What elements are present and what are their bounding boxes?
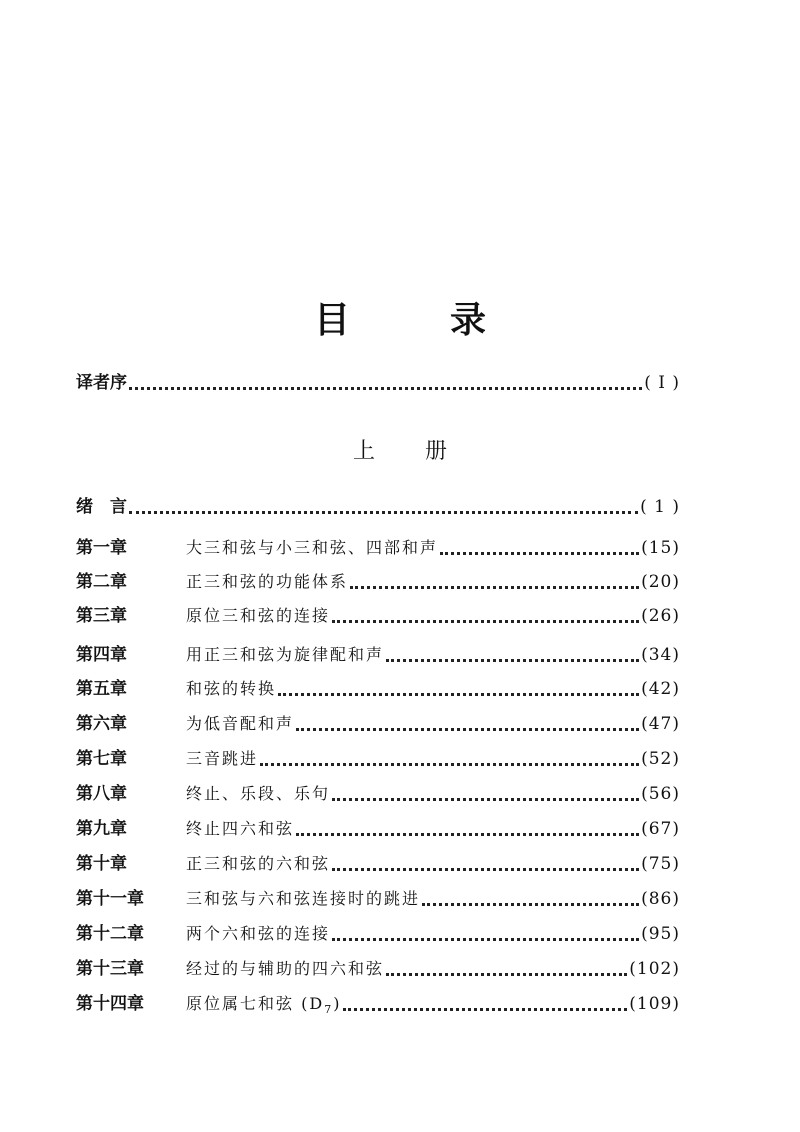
dot-leader [343, 1004, 627, 1011]
chapter-page: (95) [641, 924, 680, 944]
dot-leader [296, 829, 639, 836]
dot-leader [386, 969, 627, 976]
toc-entry-chapter-7[interactable] [76, 744, 680, 774]
chapter-title: 原位三和弦的连接 [186, 606, 331, 625]
toc-entry-chapter-3[interactable] [76, 601, 680, 631]
chapter-title: 和弦的转换 [186, 679, 277, 698]
chapter-title: 正三和弦的六和弦 [186, 854, 331, 873]
chapter-page: (42) [641, 679, 680, 699]
dot-leader [422, 899, 639, 906]
dot-leader [332, 616, 639, 623]
section-heading-char-1: 上 [352, 439, 375, 464]
chapter-title: 三音跳进 [186, 749, 259, 768]
toc-entry-chapter-11[interactable] [76, 884, 680, 914]
dot-leader [386, 655, 639, 662]
chapter-number: 第十一章 [76, 889, 144, 909]
chapter-page: (67) [641, 819, 680, 839]
chapter-title: 为低音配和声 [186, 714, 295, 733]
toc-entry-chapter-1[interactable] [76, 533, 680, 563]
chapter-page: (15) [641, 538, 680, 558]
chapter-title: 终止、乐段、乐句 [186, 784, 331, 803]
chapter-title: 终止四六和弦 [186, 819, 295, 838]
toc-page-preface: ( I ) [644, 373, 680, 393]
toc-page-intro: ( 1 ) [640, 497, 680, 517]
chapter-page: (86) [641, 889, 680, 909]
dot-leader [129, 383, 642, 390]
dot-leader [296, 724, 639, 731]
chapter-number: 第九章 [76, 819, 127, 839]
toc-label-intro: 绪 言 [76, 497, 127, 517]
toc-entry-chapter-2[interactable] [76, 567, 680, 597]
dot-leader [332, 864, 639, 871]
chapter-title: 用正三和弦为旋律配和声 [186, 645, 385, 664]
chapter-title-subscript: 7 [324, 1003, 334, 1017]
chapter-page: (20) [641, 572, 680, 592]
chapter-number: 第一章 [76, 538, 127, 558]
toc-entry-chapter-10[interactable] [76, 849, 680, 879]
dot-leader [260, 759, 639, 766]
chapter-number: 第七章 [76, 749, 127, 769]
chapter-title: 大三和弦与小三和弦、四部和声 [186, 538, 439, 557]
chapter-number: 第八章 [76, 784, 127, 804]
chapter-number: 第四章 [76, 645, 127, 665]
chapter-title [186, 991, 341, 1016]
chapter-title-symbol: (D [301, 994, 325, 1013]
chapter-title: 经过的与辅助的四六和弦 [186, 959, 385, 978]
page-title-char-1: 目 [313, 300, 350, 341]
toc-entry-intro[interactable] [76, 492, 680, 522]
chapter-number: 第十三章 [76, 959, 144, 979]
toc-label-preface: 译者序 [76, 373, 127, 393]
chapter-title-symbol-end: ) [333, 994, 342, 1013]
chapter-number: 第二章 [76, 572, 127, 592]
chapter-page: (34) [641, 645, 680, 665]
page-title [0, 292, 800, 343]
chapter-number: 第三章 [76, 606, 127, 626]
chapter-page: (75) [641, 854, 680, 874]
toc-entry-chapter-14[interactable] [76, 989, 680, 1019]
dot-leader [332, 794, 639, 801]
chapter-title: 两个六和弦的连接 [186, 924, 331, 943]
toc-entry-chapter-12[interactable] [76, 919, 680, 949]
dot-leader [129, 507, 638, 514]
toc-entry-chapter-9[interactable] [76, 814, 680, 844]
toc-entry-chapter-4[interactable] [76, 640, 680, 670]
chapter-page: (109) [629, 994, 680, 1014]
chapter-number: 第十二章 [76, 924, 144, 944]
dot-leader [278, 689, 639, 696]
toc-entry-chapter-13[interactable] [76, 954, 680, 984]
page-title-char-2: 录 [450, 300, 487, 341]
dot-leader [440, 548, 639, 555]
dot-leader [332, 934, 639, 941]
toc-entry-chapter-6[interactable] [76, 709, 680, 739]
chapter-number: 第十章 [76, 854, 127, 874]
toc-entry-chapter-8[interactable] [76, 779, 680, 809]
chapter-page: (52) [641, 749, 680, 769]
toc-entry-chapter-5[interactable] [76, 674, 680, 704]
chapter-number: 第六章 [76, 714, 127, 734]
chapter-title-text: 原位属七和弦 [186, 994, 295, 1013]
toc-entry-preface[interactable] [76, 368, 680, 398]
section-heading-char-2: 册 [425, 439, 448, 464]
chapter-number: 第十四章 [76, 994, 144, 1014]
chapter-page: (26) [641, 606, 680, 626]
chapter-title: 三和弦与六和弦连接时的跳进 [186, 889, 421, 908]
chapter-number: 第五章 [76, 679, 127, 699]
chapter-page: (102) [629, 959, 680, 979]
dot-leader [350, 582, 639, 589]
section-heading [0, 434, 800, 465]
chapter-page: (47) [641, 714, 680, 734]
chapter-title: 正三和弦的功能体系 [186, 572, 349, 591]
chapter-page: (56) [641, 784, 680, 804]
